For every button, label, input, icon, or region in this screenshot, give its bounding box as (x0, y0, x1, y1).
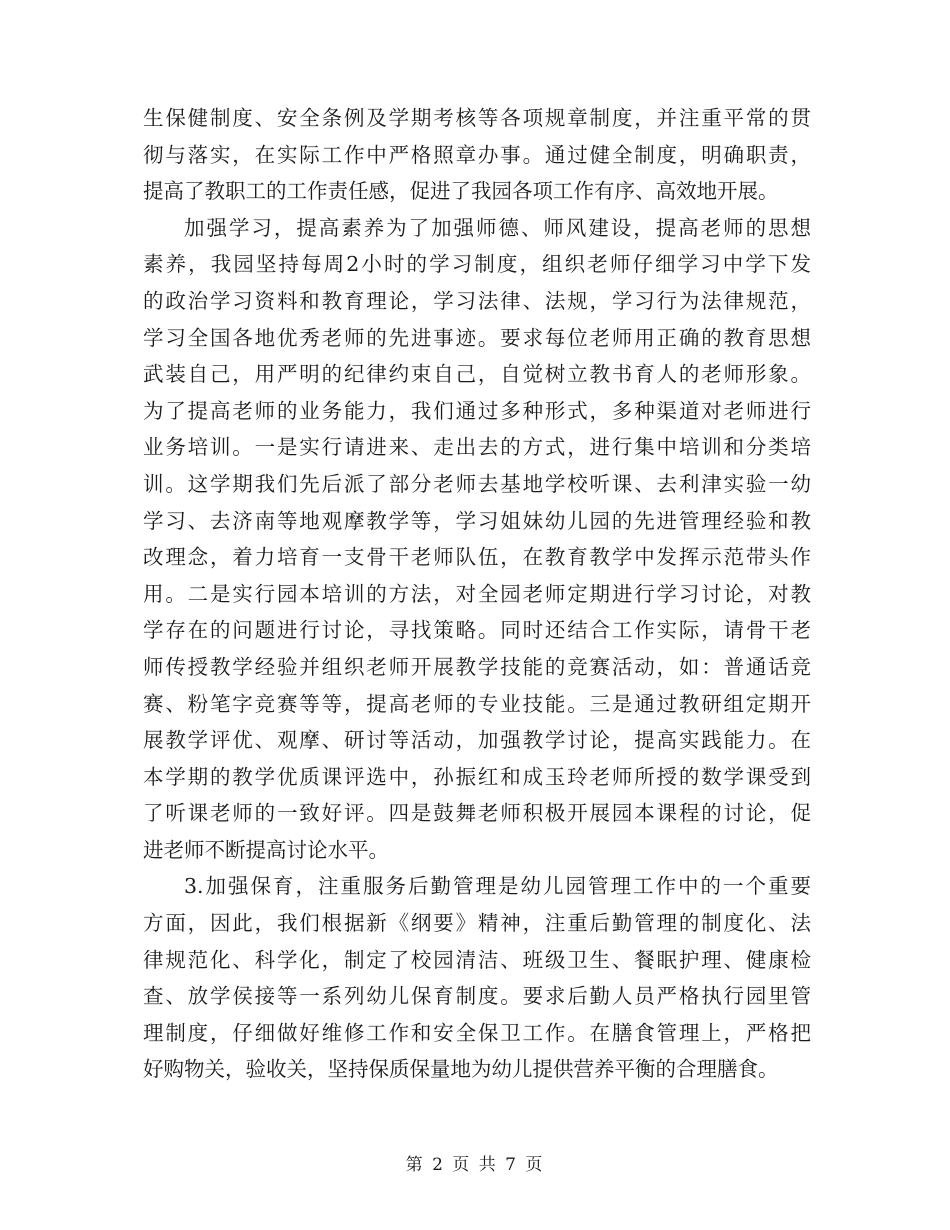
text-line: 加强学习，提高素养为了加强师德、师风建设，提高老师的思想 (184, 215, 811, 240)
paragraph (143, 210, 811, 869)
page-footer: 第 2 页 共 7 页 (405, 1155, 545, 1175)
text-line: 查、放学侯接等一系列幼儿保育制度。要求后勤人员严格执行园里管 (143, 984, 811, 1009)
text-line: 学存在的问题进行讨论，寻找策略。同时还结合工作实际，请骨干老 (143, 618, 811, 643)
text-line: 的政治学习资料和教育理论，学习法律、法规，学习行为法律规范， (143, 288, 811, 313)
text-line: 生保健制度、安全条例及学期考核等各项规章制度，并注重平常的贯 (143, 106, 811, 130)
text-line: 好购物关，验收关，坚持保质保量地为幼儿提供营养平衡的合理膳食。 (143, 1057, 779, 1082)
text-line: 为了提高老师的业务能力，我们通过多种形式，多种渠道对老师进行 (143, 398, 811, 423)
document-body (143, 100, 811, 1088)
text-line: 了听课老师的一致好评。四是鼓舞老师积极开展园本课程的讨论，促 (143, 801, 811, 826)
text-line: 武装自己，用严明的纪律约束自己，自觉树立教书育人的老师形象。 (143, 362, 811, 387)
text-line: 提高了教职工的工作责任感，促进了我园各项工作有序、高效地开展。 (143, 179, 779, 204)
text-line: 理制度，仔细做好维修工作和安全保卫工作。在膳食管理上，严格把 (143, 1020, 811, 1045)
text-line: 素养，我园坚持每周2小时的学习制度，组织老师仔细学习中学下发 (143, 252, 811, 277)
text-line: 学习全国各地优秀老师的先进事迹。要求每位老师用正确的教育思想 (143, 325, 811, 350)
text-line: 赛、粉笔字竞赛等等，提高老师的专业技能。三是通过教研组定期开 (143, 691, 811, 716)
text-line: 学习、去济南等地观摩教学等，学习姐妹幼儿园的先进管理经验和教 (143, 508, 811, 533)
text-line: 3.加强保育，注重服务后勤管理是幼儿园管理工作中的一个重要 (184, 874, 811, 899)
text-line: 改理念，着力培育一支骨干老师队伍，在教育教学中发挥示范带头作 (143, 545, 811, 570)
paragraph (143, 868, 811, 1088)
text-line: 展教学评优、观摩、研讨等活动，加强教学讨论，提高实践能力。在 (143, 728, 811, 753)
text-line: 方面，因此，我们根据新《纲要》精神，注重后勤管理的制度化、法 (143, 911, 811, 936)
text-line: 律规范化、科学化，制定了校园清洁、班级卫生、餐眠护理、健康检 (143, 947, 811, 972)
text-line: 训。这学期我们先后派了部分老师去基地学校听课、去利津实验一幼 (143, 471, 811, 496)
text-line: 本学期的教学优质课评选中，孙振红和成玉玲老师所授的数学课受到 (143, 764, 811, 789)
text-line: 师传授教学经验并组织老师开展教学技能的竞赛活动，如：普通话竞 (143, 654, 811, 679)
text-line: 用。二是实行园本培训的方法，对全园老师定期进行学习讨论，对教 (143, 581, 811, 606)
text-line: 业务培训。一是实行请进来、走出去的方式，进行集中培训和分类培 (143, 435, 811, 460)
text-line: 进老师不断提高讨论水平。 (143, 837, 389, 862)
text-line: 彻与落实，在实际工作中严格照章办事。通过健全制度，明确职责， (143, 142, 811, 167)
paragraph (143, 100, 811, 210)
